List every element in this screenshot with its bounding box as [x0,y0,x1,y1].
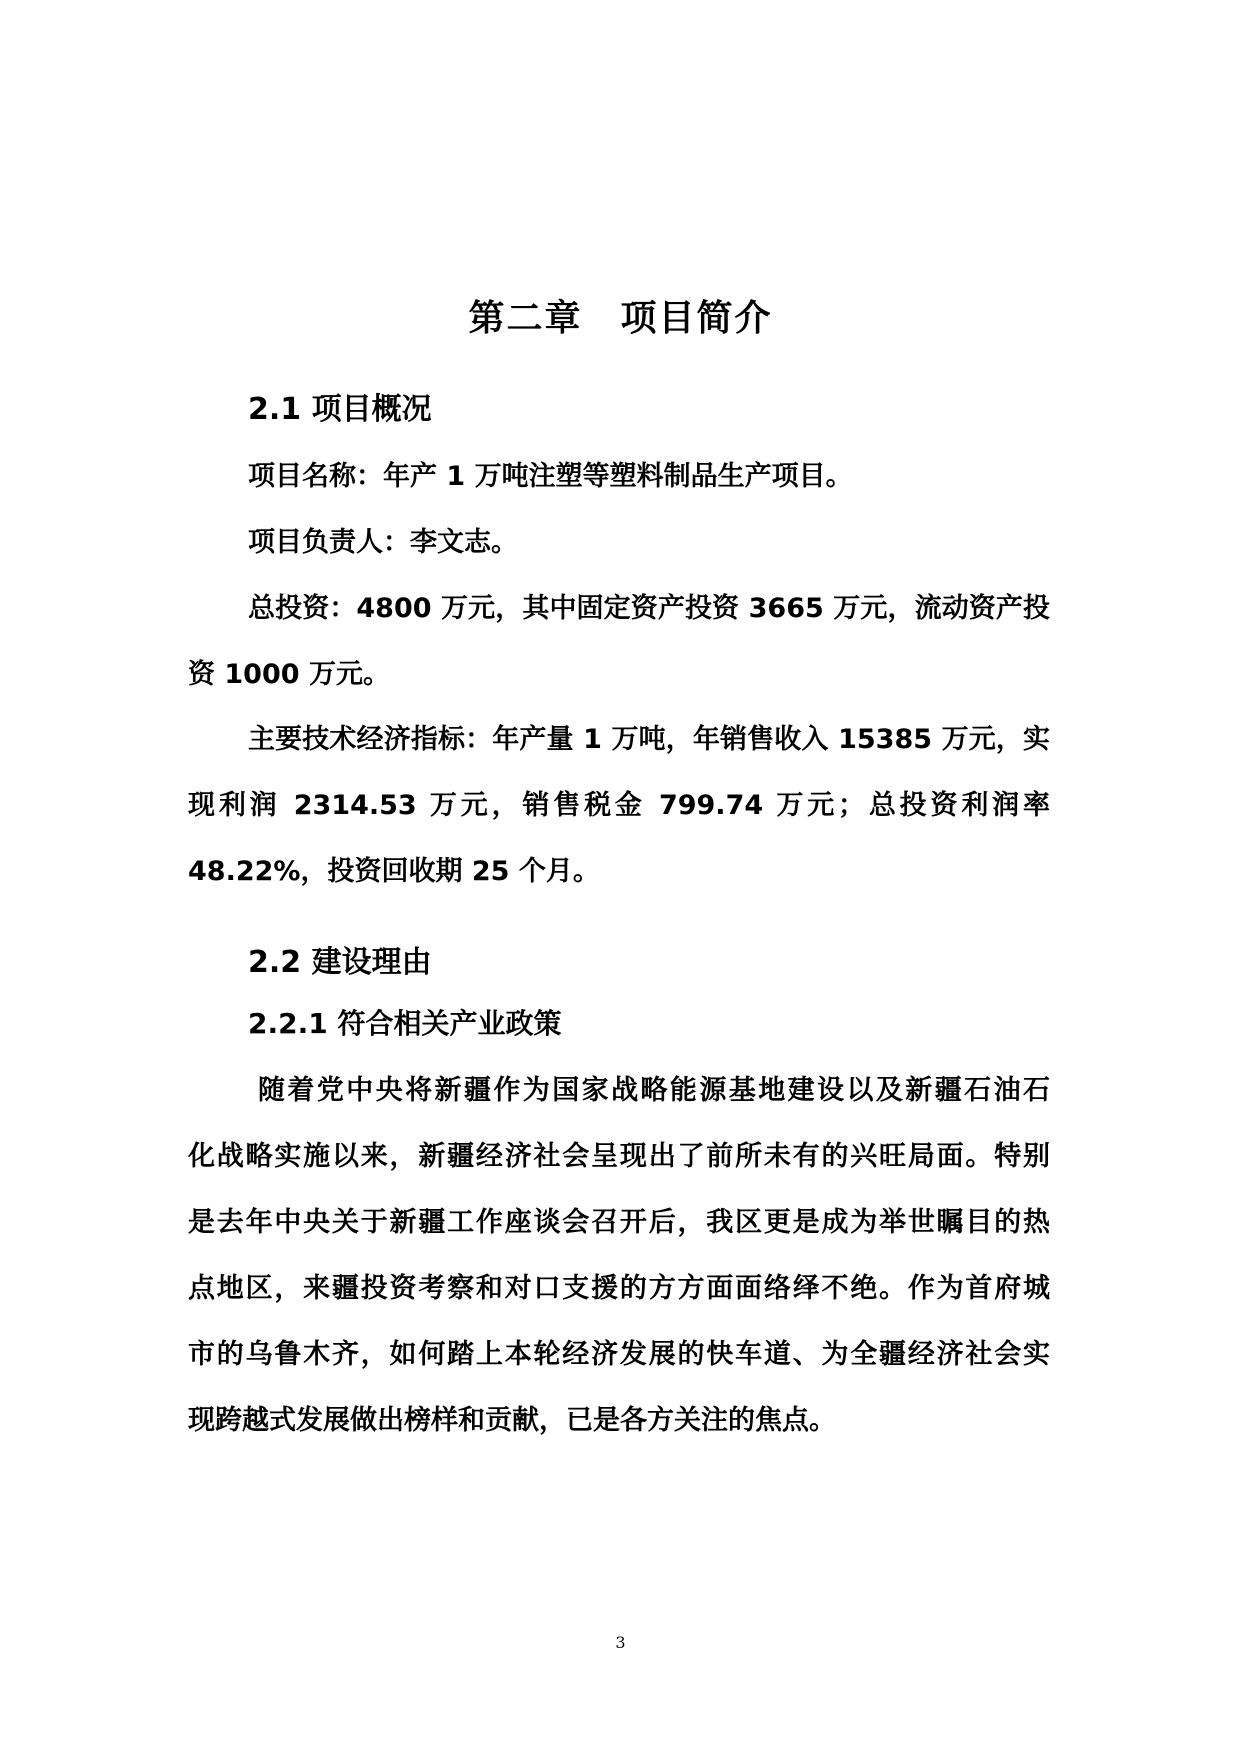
paragraph-line-1: 随着党中央将新疆作为国家战略能源基地建设以及新疆石油石 [258,1075,1050,1106]
project-leader-line: 项目负责人：李文志。 [248,527,518,558]
paragraph-line-4: 点地区，来疆投资考察和对口支援的方方面面络绎不绝。作为首府城 [188,1273,1050,1304]
paragraph-line-3: 是去年中央关于新疆工作座谈会召开后，我区更是成为举世瞩目的热 [188,1207,1050,1238]
investment-line-2: 资 1000 万元。 [188,659,390,690]
paragraph-line-2: 化战略实施以来，新疆经济社会呈现出了前所未有的兴旺局面。特别 [188,1141,1050,1172]
indicators-line-1: 主要技术经济指标：年产量 1 万吨，年销售收入 15385 万元，实 [248,724,1050,755]
section-heading-2-1: 2.1 项目概况 [248,392,432,427]
indicators-line-2: 现利润 2314.53 万元，销售税金 799.74 万元；总投资利润率 [188,790,1050,821]
page-number: 3 [615,1633,626,1652]
investment-line-1: 总投资：4800 万元，其中固定资产投资 3665 万元，流动资产投 [248,593,1050,624]
paragraph-line-6: 现跨越式发展做出榜样和贡献，已是各方关注的焦点。 [188,1405,836,1436]
section-heading-2-2: 2.2 建设理由 [248,945,432,980]
indicators-line-3: 48.22%，投资回收期 25 个月。 [188,856,600,887]
chapter-title: 第二章 项目简介 [468,298,773,339]
paragraph-line-5: 市的乌鲁木齐，如何踏上本轮经济发展的快车道、为全疆经济社会实 [188,1339,1050,1370]
project-name-line: 项目名称：年产 1 万吨注塑等塑料制品生产项目。 [248,461,853,492]
subsection-heading-2-2-1: 2.2.1 符合相关产业政策 [248,1007,562,1040]
